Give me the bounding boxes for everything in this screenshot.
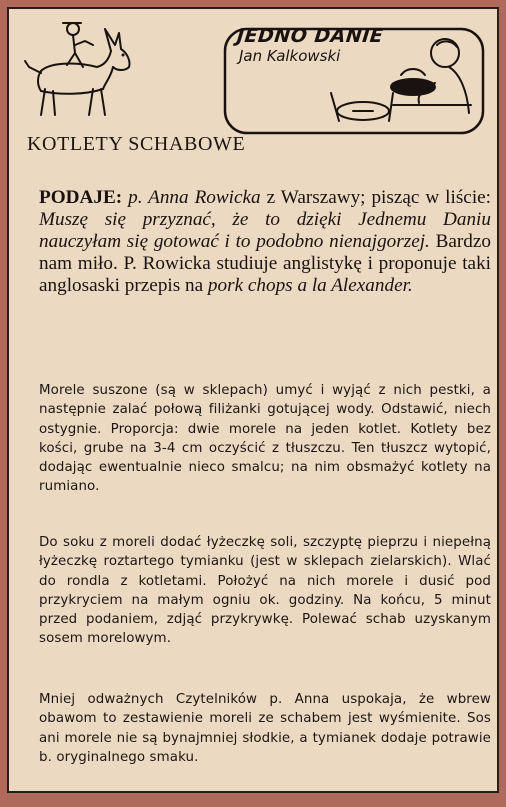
header xyxy=(9,9,497,137)
intro-quote: Muszę się przyznać, że to dzięki Jednemu Daniu nauczyłam się gotować i to podobno nienajgorzej. xyxy=(39,209,491,252)
article-intro xyxy=(39,187,491,297)
article-title: KOTLETY SCHABOWE xyxy=(27,133,246,155)
paragraph-1: Morele suszone (są w sklepach) umyć i wyjąć z nich pestki, a następnie zalać połową filiżanki gotującej wody. Odstawić, niech ostygnie. Proporcja: dwie morele na jeden kotlet. Kotlety bez kości, grube na 3-4 cm oczyścić z tłuszczu. Ten tłuszcz wytopić, dodając ewentualnie nieco smalcu; na nim obsmażyć kotlety na rumiano. xyxy=(39,383,491,495)
intro-dish-name: pork chops a la Alexander. xyxy=(207,275,413,296)
intro-author: p. Anna Rowicka xyxy=(128,187,261,208)
clipping-page xyxy=(7,7,499,793)
intro-text-2: Bardzo nam miło. P. Rowicka studiuje anglistykę i proponuje taki anglosaski przepis na xyxy=(39,231,491,296)
logo-title: JEDNO DANIE xyxy=(235,25,385,47)
logo-author: Jan Kalkowski xyxy=(239,47,341,65)
paragraph-3: Mniej odważnych Czytelników p. Anna uspokaja, że wbrew obawom to zestawienie moreli ze schabem jest wyśmienite. Sos ani morele nie są bynajmniej słodkie, a tymianek dodaje potrawie b. oryginalnego smaku. xyxy=(39,692,491,765)
intro-lead: PODAJE: xyxy=(39,187,129,208)
paragraph-2: Do soku z moreli dodać łyżeczkę soli, szczyptę pieprzu i niepełną łyżeczkę roztartego tymianku (jest w sklepach zielarskich). Wlać do rondla z kotletami. Położyć na nich morele i dusić pod przykryciem na małym ogniu ok. godziny. Na końcu, 5 minut przed podaniem, zdjąć przykrywkę. Polewać schab uzyskanym sosem morelowym. xyxy=(39,535,491,647)
intro-text-1: z Warszawy; pisząc w liście: xyxy=(260,187,492,208)
donkey-rider-illustration xyxy=(19,15,143,121)
column-logo xyxy=(223,23,491,137)
